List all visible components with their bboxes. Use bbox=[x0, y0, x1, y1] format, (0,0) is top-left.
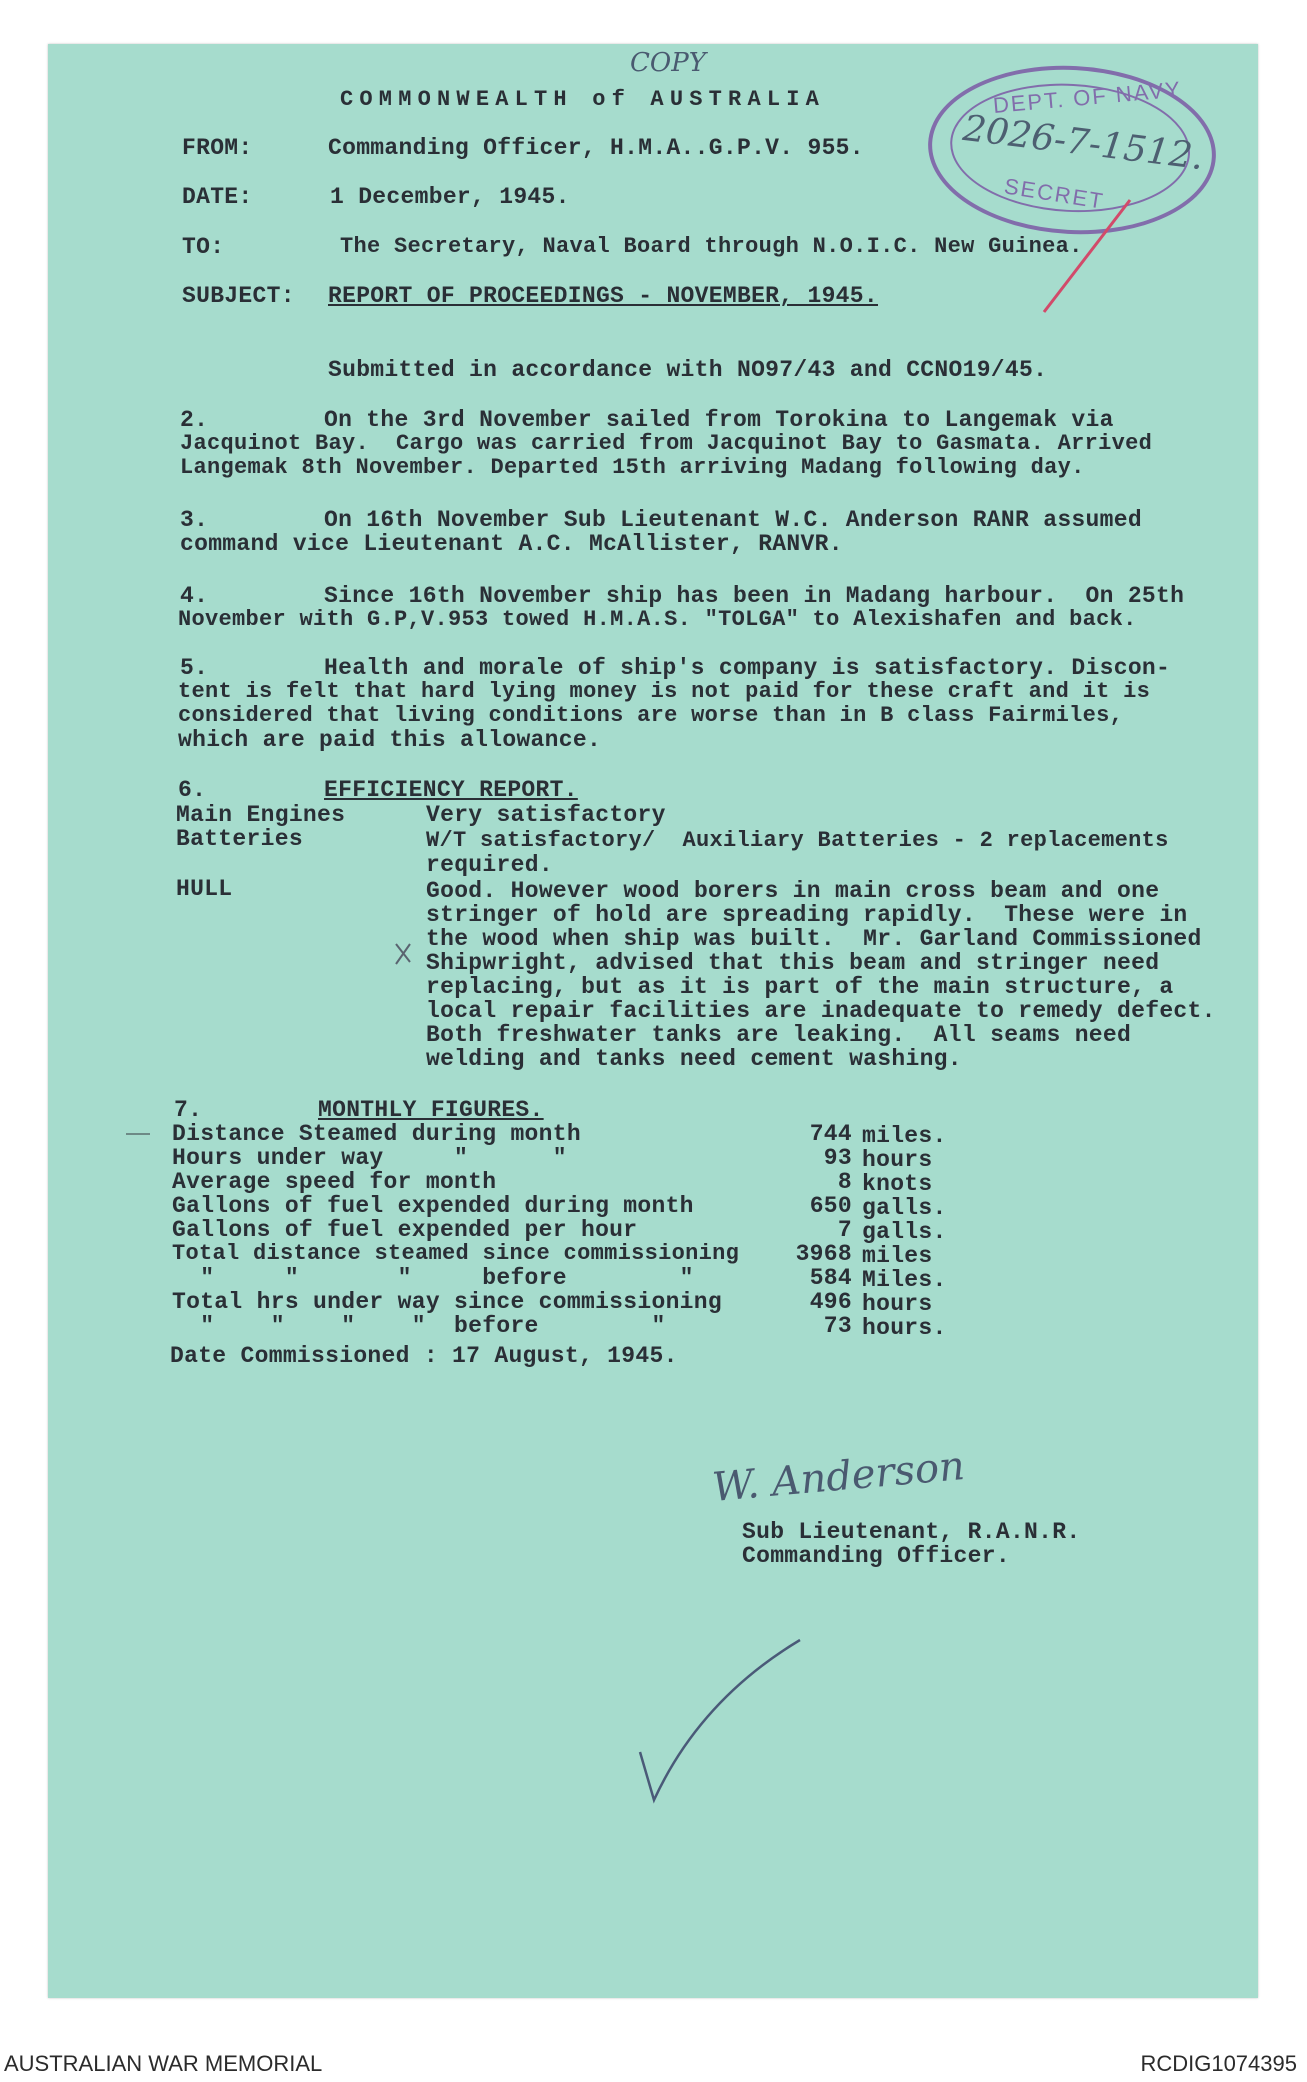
monthly-figures-title: MONTHLY FIGURES. bbox=[318, 1097, 544, 1123]
para5-line-2: tent is felt that hard lying money is not paid for these craft and it is bbox=[178, 679, 1151, 704]
stamp-red-strike-line bbox=[1044, 200, 1130, 312]
figure-label: Total distance steamed since commissioning bbox=[172, 1241, 740, 1266]
efficiency-hull-line-2: stringer of hold are spreading rapidly. These were in bbox=[426, 902, 1188, 928]
efficiency-label-hull: HULL bbox=[176, 876, 233, 902]
para6-number: 6. bbox=[178, 777, 207, 803]
figure-value: 93 bbox=[823, 1145, 852, 1171]
para3-line-2: command vice Lieutenant A.C. McAllister, RANVR. bbox=[180, 531, 843, 557]
efficiency-batteries-line-1: W/T satisfactory/ Auxiliary Batteries - 2 replacements bbox=[426, 828, 1169, 853]
figure-value: 8 bbox=[837, 1169, 852, 1195]
figure-label: Total hrs under way since commissioning bbox=[172, 1289, 722, 1315]
date-value: 1 December, 1945. bbox=[330, 184, 570, 210]
stamp-file-number: 2026-7-1512. bbox=[960, 107, 1206, 179]
para3-line-1: On 16th November Sub Lieutenant W.C. Anderson RANR assumed bbox=[324, 507, 1142, 533]
para2-line-3: Langemak 8th November. Departed 15th arriving Madang following day. bbox=[180, 455, 1085, 480]
figure-unit: miles bbox=[862, 1243, 933, 1269]
handwritten-signature: W. Anderson bbox=[710, 1443, 967, 1511]
signatory-title: Commanding Officer. bbox=[742, 1543, 1010, 1569]
efficiency-title: EFFICIENCY REPORT. bbox=[324, 777, 578, 803]
figure-label: Gallons of fuel expended during month bbox=[172, 1193, 694, 1219]
figure-unit: hours. bbox=[862, 1315, 947, 1341]
efficiency-hull-line-4: Shipwright, advised that this beam and stringer need bbox=[426, 950, 1160, 976]
para4-line-2: November with G.P,V.953 towed H.M.A.S. "TOLGA" to Alexishafen and back. bbox=[178, 607, 1137, 632]
figure-unit: Miles. bbox=[862, 1267, 947, 1293]
cross-mark bbox=[396, 944, 410, 964]
para4-line-1: Since 16th November ship has been in Madang harbour. On 25th bbox=[324, 583, 1185, 609]
figure-unit: hours bbox=[862, 1147, 933, 1173]
efficiency-label-engines: Main Engines bbox=[176, 802, 346, 828]
intro-line: Submitted in accordance with NO97/43 and CCNO19/45. bbox=[328, 357, 1048, 383]
efficiency-hull-line-6: local repair facilities are inadequate to remedy defect. bbox=[426, 998, 1216, 1024]
para4-number: 4. bbox=[180, 583, 209, 609]
from-label: FROM: bbox=[182, 135, 253, 161]
figure-value: 584 bbox=[809, 1265, 852, 1291]
figure-unit: hours bbox=[862, 1291, 933, 1317]
figure-value: 3968 bbox=[795, 1241, 852, 1267]
document-heading: COMMONWEALTH of AUSTRALIA bbox=[340, 87, 826, 112]
figure-unit: galls. bbox=[862, 1219, 947, 1245]
figure-value: 496 bbox=[809, 1289, 852, 1315]
figure-label: " " " before " bbox=[172, 1265, 694, 1291]
para2-line-1: On the 3rd November sailed from Torokina to Langemak via bbox=[324, 407, 1114, 433]
figure-value: 744 bbox=[809, 1121, 852, 1147]
figure-value: 7 bbox=[837, 1217, 852, 1243]
figure-value: 650 bbox=[809, 1193, 852, 1219]
efficiency-hull-line-3: the wood when ship was built. Mr. Garland Commissioned bbox=[426, 926, 1202, 952]
efficiency-hull-line-7: Both freshwater tanks are leaking. All seams need bbox=[426, 1022, 1132, 1048]
figure-label: " " " " before " bbox=[172, 1313, 666, 1339]
subject-label: SUBJECT: bbox=[182, 283, 295, 309]
signatory-rank: Sub Lieutenant, R.A.N.R. bbox=[742, 1519, 1081, 1545]
para3-number: 3. bbox=[180, 507, 209, 533]
efficiency-label-batteries: Batteries bbox=[176, 826, 303, 852]
stamp-bottom-text: SECRET bbox=[1002, 173, 1107, 214]
para5-number: 5. bbox=[180, 655, 209, 681]
figure-value: 73 bbox=[823, 1313, 852, 1339]
figure-label: Distance Steamed during month bbox=[172, 1121, 581, 1147]
efficiency-hull-line-8: welding and tanks need cement washing. bbox=[426, 1046, 962, 1072]
efficiency-engines-line-1: Very satisfactory bbox=[426, 802, 666, 828]
to-value: The Secretary, Naval Board through N.O.I.C. New Guinea. bbox=[340, 234, 1083, 259]
to-label: TO: bbox=[182, 234, 225, 260]
footer-right: RCDIG1074395 bbox=[1140, 2051, 1297, 2076]
footer-left: AUSTRALIAN WAR MEMORIAL bbox=[4, 2051, 323, 2076]
stamp-top-text: DEPT. OF NAVY bbox=[991, 76, 1183, 118]
figure-unit: miles. bbox=[862, 1123, 947, 1149]
para2-number: 2. bbox=[180, 407, 209, 433]
date-label: DATE: bbox=[182, 184, 253, 210]
figure-label: Average speed for month bbox=[172, 1169, 497, 1195]
para5-line-1: Health and morale of ship's company is satisfactory. Discon- bbox=[324, 655, 1171, 681]
subject-value: REPORT OF PROCEEDINGS - NOVEMBER, 1945. bbox=[328, 283, 878, 309]
figure-label: Gallons of fuel expended per hour bbox=[172, 1217, 638, 1243]
efficiency-hull-line-5: replacing, but as it is part of the main structure, a bbox=[426, 974, 1174, 1000]
figure-label: Hours under way " " bbox=[172, 1145, 567, 1171]
para5-line-4: which are paid this allowance. bbox=[178, 727, 602, 753]
para5-line-3: considered that living conditions are worse than in B class Fairmiles, bbox=[178, 703, 1124, 728]
para7-number: 7. bbox=[174, 1097, 203, 1123]
efficiency-hull-line-1: Good. However wood borers in main cross beam and one bbox=[426, 878, 1160, 904]
copy-mark: COPY bbox=[630, 48, 706, 78]
para2-line-2: Jacquinot Bay. Cargo was carried from Jacquinot Bay to Gasmata. Arrived bbox=[180, 431, 1153, 456]
figure-unit: knots bbox=[862, 1171, 933, 1197]
tick-mark bbox=[640, 1640, 800, 1800]
date-commissioned: Date Commissioned : 17 August, 1945. bbox=[170, 1343, 678, 1369]
efficiency-batteries-line-2: required. bbox=[426, 852, 553, 878]
from-value: Commanding Officer, H.M.A..G.P.V. 955. bbox=[328, 135, 864, 161]
figure-unit: galls. bbox=[862, 1195, 947, 1221]
